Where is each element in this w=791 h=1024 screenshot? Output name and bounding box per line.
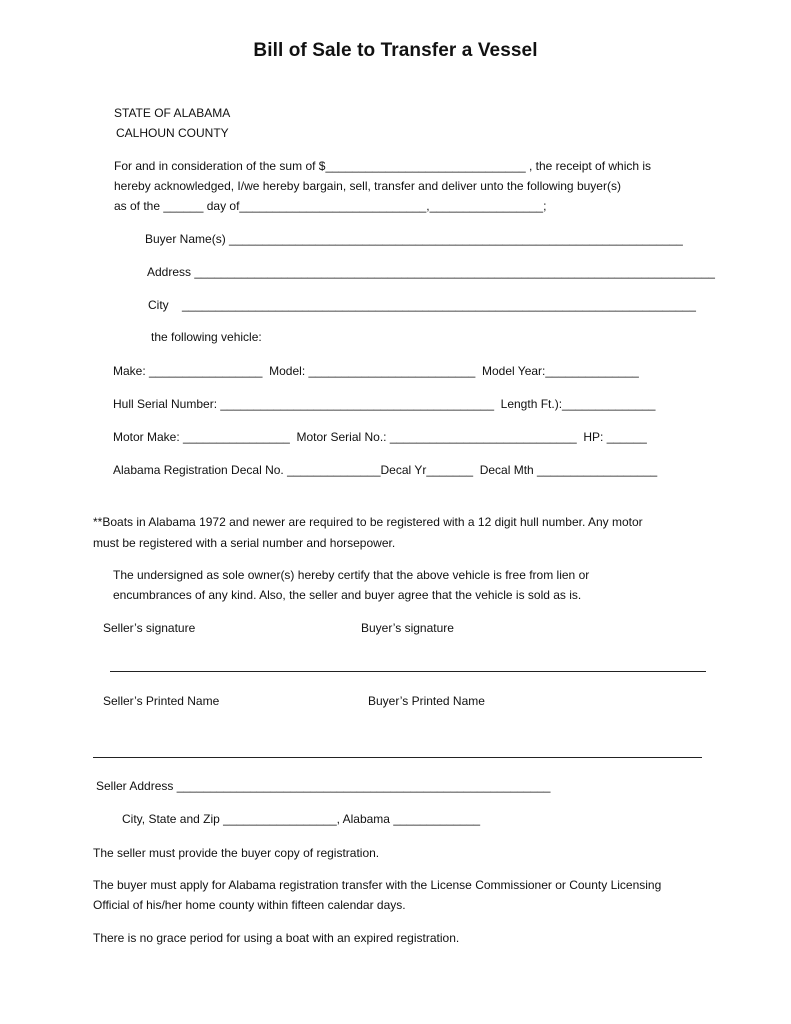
registration-decal-field: Alabama Registration Decal No. ______________Decal Yr_______ Decal Mth __________________ bbox=[113, 463, 658, 477]
make-model-year-field: Make: _________________ Model: _________________________ Model Year:______________ bbox=[113, 364, 639, 378]
buyer-address-field: Address ______________________________________________________________________________ bbox=[147, 265, 715, 279]
seller-printed-name-label: Seller’s Printed Name bbox=[103, 694, 220, 708]
seller-address-field: Seller Address ________________________________________________________ bbox=[96, 779, 551, 793]
registration-copy-instruction: The seller must provide the buyer copy of registration. bbox=[93, 846, 380, 860]
state-line: STATE OF ALABAMA bbox=[114, 106, 231, 120]
buyer-signature-label: Buyer’s signature bbox=[361, 621, 454, 635]
document-title: Bill of Sale to Transfer a Vessel bbox=[253, 40, 538, 61]
motor-field: Motor Make: ________________ Motor Serial No.: ____________________________ HP: ______ bbox=[113, 430, 647, 444]
grace-period-instruction: There is no grace period for using a boat with an expired registration. bbox=[93, 931, 460, 945]
certification-line-2: encumbrances of any kind. Also, the seller and buyer agree that the vehicle is sold as is. bbox=[113, 588, 582, 602]
consideration-line-3: as of the ______ day of____________________________,_________________; bbox=[114, 199, 547, 213]
county-line: CALHOUN COUNTY bbox=[116, 126, 229, 140]
buyer-names-field: Buyer Name(s) ____________________________________________________________________ bbox=[145, 232, 683, 246]
city-state-zip-field: City, State and Zip _________________, Alabama _____________ bbox=[122, 812, 481, 826]
printed-name-line bbox=[93, 757, 702, 758]
buyer-printed-name-label: Buyer’s Printed Name bbox=[368, 694, 485, 708]
hull-number-note-line-1: **Boats in Alabama 1972 and newer are required to be registered with a 12 digit hull number. Any motor bbox=[93, 515, 643, 529]
certification-line-1: The undersigned as sole owner(s) hereby certify that the above vehicle is free from lien or bbox=[113, 568, 590, 582]
seller-signature-label: Seller’s signature bbox=[103, 621, 196, 635]
buyer-city-field: City _____________________________________________________________________________ bbox=[148, 298, 696, 312]
transfer-instruction-line-1: The buyer must apply for Alabama registration transfer with the License Commissioner or County Licensing bbox=[93, 878, 662, 892]
transfer-instruction-line-2: Official of his/her home county within fifteen calendar days. bbox=[93, 898, 406, 912]
hull-serial-length-field: Hull Serial Number: _________________________________________ Length Ft.):______________ bbox=[113, 397, 656, 411]
signature-line bbox=[110, 671, 706, 672]
consideration-line-2: hereby acknowledged, I/we hereby bargain, sell, transfer and deliver unto the following buyer(s) bbox=[114, 179, 621, 193]
hull-number-note-line-2: must be registered with a serial number and horsepower. bbox=[93, 536, 396, 550]
consideration-line-1: For and in consideration of the sum of $______________________________ , the receipt of which is bbox=[114, 159, 652, 173]
vehicle-intro: the following vehicle: bbox=[151, 330, 262, 344]
